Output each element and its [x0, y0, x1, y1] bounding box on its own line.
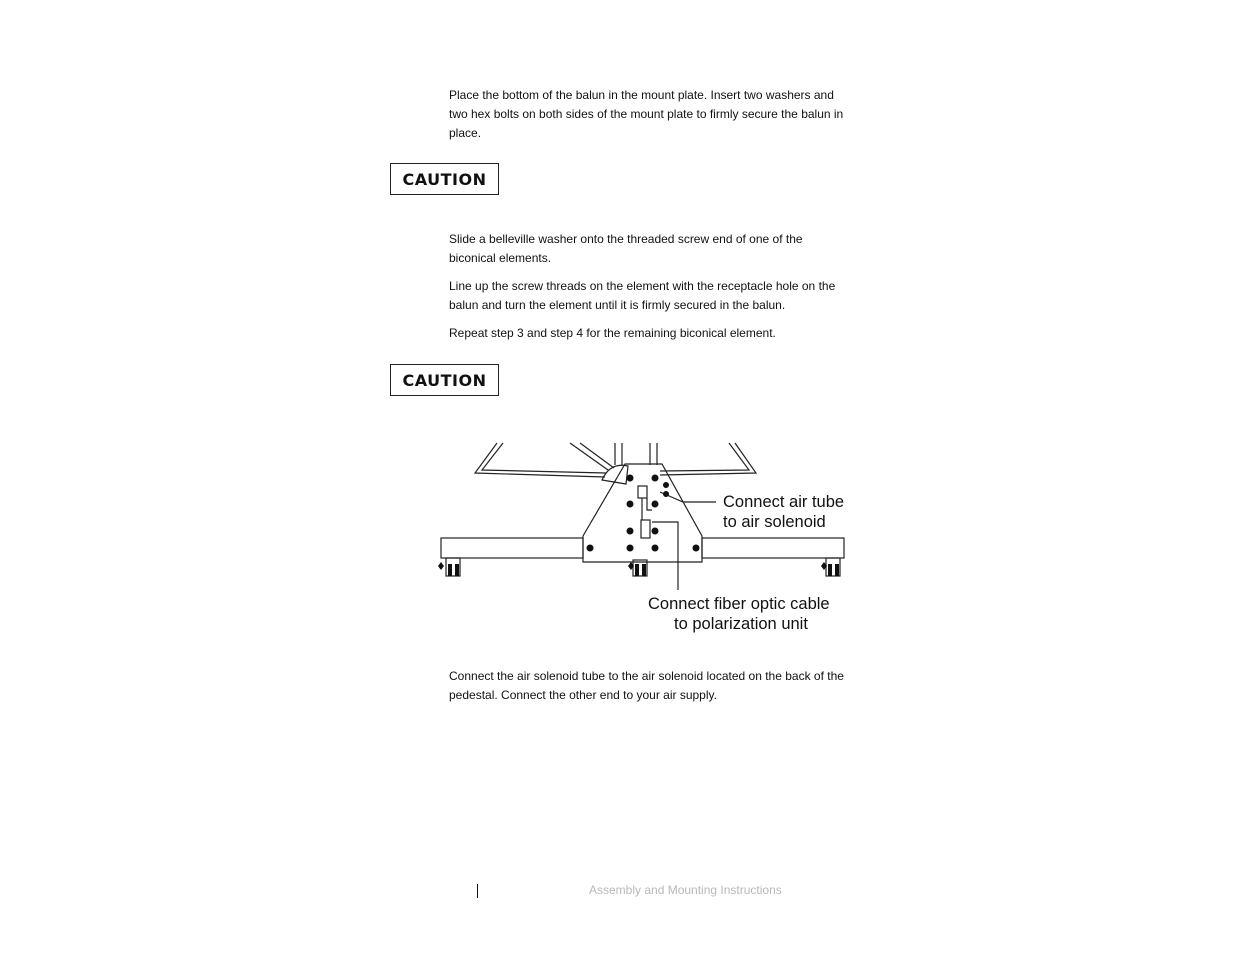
step-line-up-threads-text: Line up the screw threads on the element with the receptacle hole on the balun and turn the element until it is firmly secured in the balun. — [449, 279, 836, 312]
step-repeat-text: Repeat step 3 and step 4 for the remaining biconical element. — [449, 326, 776, 340]
fiber-cable-callout-line2: to polarization unit — [674, 615, 808, 633]
step-balun-mount-text: Place the bottom of the balun in the mount plate. Insert two washers and two hex bolts on both sides of the mount plate to firmly secure the balun in place. — [449, 88, 844, 140]
pedestal-back-figure — [430, 440, 870, 640]
caution-label-1: CAUTION — [390, 163, 499, 195]
fiber-cable-callout-line1: Connect fiber optic cable — [648, 595, 830, 613]
footer-title: Assembly and Mounting Instructions — [589, 883, 782, 897]
step-belleville-washer-text: Slide a belleville washer onto the threaded screw end of one of the biconical elements. — [449, 232, 803, 265]
footer-divider — [477, 884, 478, 898]
air-tube-callout-line1: Connect air tube — [723, 493, 845, 511]
caution-label-2: CAUTION — [390, 364, 499, 396]
air-tube-callout-line2: to air solenoid — [723, 513, 826, 531]
step-air-solenoid-text: Connect the air solenoid tube to the air solenoid located on the back of the pedestal. Connect the other end to your air supply. — [449, 669, 844, 702]
